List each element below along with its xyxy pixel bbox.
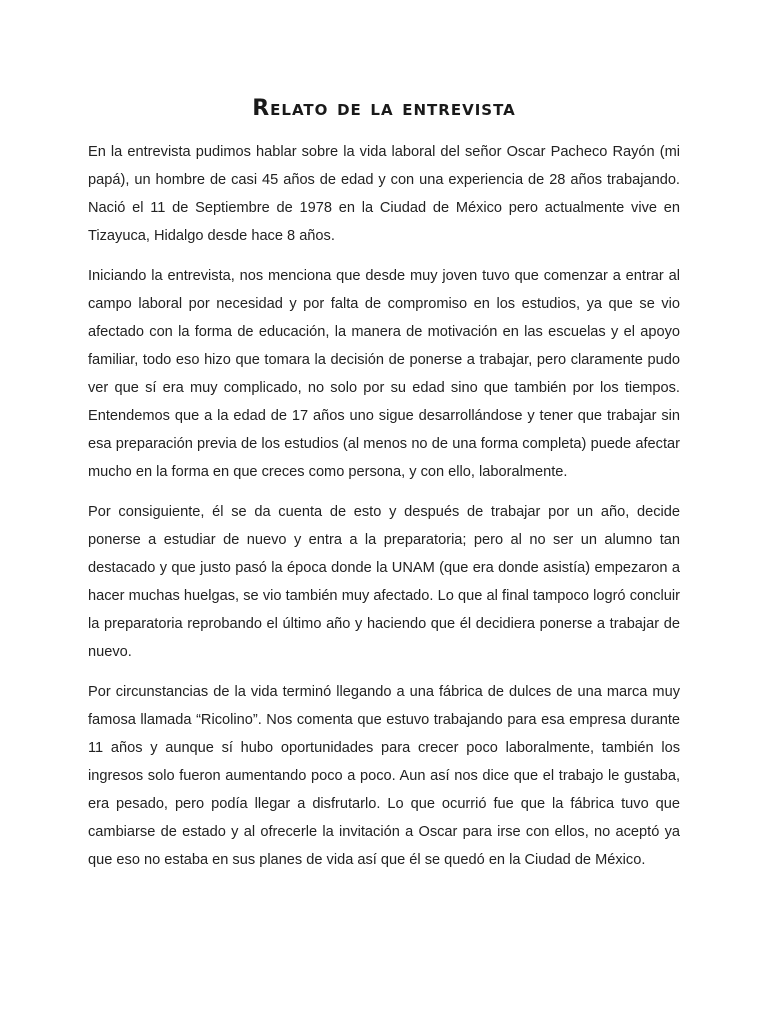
paragraph-4: Por circunstancias de la vida terminó llegando a una fábrica de dulces de una marca muy famosa llamada “Ricolino”. Nos comenta que estuvo trabajando para esa empresa durante 11 años y aunque sí hubo oportunidades para crecer poco laboralmente, también los ingresos solo fueron aumentando poco a poco. Aun así nos dice que el trabajo le gustaba, era pesado, pero podía llegar a disfrutarlo. Lo que ocurrió fue que la fábrica tuvo que cambiarse de estado y al ofrecerle la invitación a Oscar para irse con ellos, no aceptó ya que eso no estaba en sus planes de vida así que él se quedó en la Ciudad de México. xyxy=(88,684,680,868)
document-body xyxy=(88,138,680,886)
paragraph-1: En la entrevista pudimos hablar sobre la vida laboral del señor Oscar Pacheco Rayón (mi papá), un hombre de casi 45 años de edad y con una experiencia de 28 años trabajando. Nació el 11 de Septiembre de 1978 en la Ciudad de México pero actualmente vive en Tizayuca, Hidalgo desde hace 8 años. xyxy=(88,144,680,244)
paragraph-3: Por consiguiente, él se da cuenta de esto y después de trabajar por un año, decide ponerse a estudiar de nuevo y entra a la preparatoria; pero al no ser un alumno tan destacado y que justo pasó la época donde la UNAM (que era donde asistía) empezaron a hacer muchas huelgas, se vio también muy afectado. Lo que al final tampoco logró concluir la preparatoria reprobando el último año y haciendo que él decidiera ponerse a trabajar de nuevo. xyxy=(88,504,680,660)
document-title: Relato de la entrevista xyxy=(252,96,516,121)
paragraph-2: Iniciando la entrevista, nos menciona que desde muy joven tuvo que comenzar a entrar al campo laboral por necesidad y por falta de compromiso en los estudios, ya que se vio afectado con la forma de educación, la manera de motivación en las escuelas y el apoyo familiar, todo eso hizo que tomara la decisión de ponerse a trabajar, pero claramente pudo ver que sí era muy complicado, no solo por su edad sino que también por los tiempos. Entendemos que a la edad de 17 años uno sigue desarrollándose y tener que trabajar sin esa preparación previa de los estudios (al menos no de una forma completa) puede afectar mucho en la forma en que creces como persona, y con ello, laboralmente. xyxy=(88,268,680,480)
